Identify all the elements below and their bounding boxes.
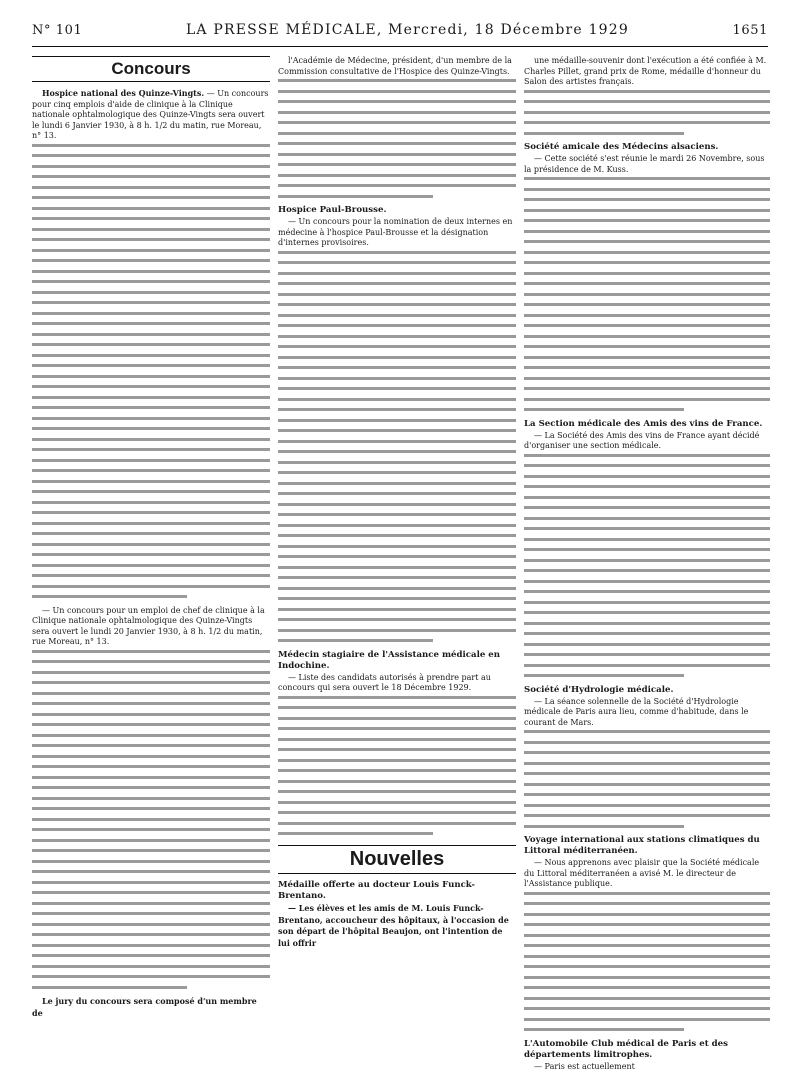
article-text: — La Société des Amis des vins de France ayant décidé d'organiser une section médicale.: [524, 430, 760, 450]
article-heading: Société d'Hydrologie médicale.: [524, 684, 674, 695]
article-paragraph: [278, 56, 516, 77]
article-paragraph: [524, 431, 770, 452]
text-lines: [32, 144, 270, 599]
text-lines: [32, 650, 270, 989]
article-text: — La séance solennelle de la Société d'Hydrologie médicale de Paris aura lieu, comme d'habitude, dans le courant de Mars.: [524, 696, 749, 727]
article-heading: Hospice national des Quinze-Vingts.: [42, 88, 205, 98]
article-text: — Un concours pour la nomination de deux internes en médecine à l'hospice Paul-Brousse et la désignation d'internes provisoires.: [278, 217, 513, 247]
page-number: 1651: [732, 23, 768, 38]
article-heading: La Section médicale des Amis des vins de France.: [524, 418, 763, 429]
article-paragraph: [524, 56, 770, 88]
text-lines: [278, 79, 516, 198]
article-text: — Nous apprenons avec plaisir que la Société médicale du Littoral méditerranéen a avisé M. le directeur de l'Assistance publique.: [524, 858, 760, 888]
article-text: — Cette société s'est réunie le mardi 26 Novembre, sous la présidence de M. Kuss.: [524, 154, 765, 174]
text-lines: [524, 177, 770, 411]
section-title: Nouvelles: [349, 848, 445, 870]
article-paragraph: [32, 996, 270, 1019]
article-heading: Hospice Paul-Brousse.: [278, 205, 387, 215]
article-paragraph: [524, 858, 770, 890]
article-text: — Un concours pour un emploi de chef de clinique à la Clinique nationale ophtalmologique des Quinze-Vingts sera ouvert le lundi 20 Janvier 1930, à 8 h. 1/2 du matin, rue Moreau, n° 13.: [32, 605, 265, 646]
page-header: [32, 22, 768, 47]
column-2: [278, 56, 516, 949]
column-3: [524, 56, 770, 1072]
issue-number: N° 101: [32, 23, 83, 38]
article-paragraph: [524, 1062, 770, 1073]
article-text: — Paris est actuellement: [534, 1061, 635, 1071]
text-lines: [524, 892, 770, 1032]
article-paragraph: [32, 606, 270, 648]
article-text: une médaille-souvenir dont l'exécution a été confiée à M. Charles Pillet, grand prix de Rome, médaille d'honneur du Salon des artistes français.: [524, 56, 767, 86]
article-heading: Médaille offerte au docteur Louis Funck-Brentano.: [278, 880, 475, 901]
article-paragraph: [278, 903, 516, 949]
column-1: [32, 56, 270, 1019]
article-text: — Les élèves et les amis de M. Louis Funck-Brentano, accoucheur des hôpitaux, à l'occasion de son départ de l'hôpital Beaujon, ont l'intention de lui offrir: [278, 903, 509, 948]
section-title-concours: [32, 56, 270, 82]
article-text: — Liste des candidats autorisés à prendre part au concours qui sera ouvert le 18 Décembre 1929.: [278, 672, 491, 692]
article-paragraph: [32, 88, 270, 142]
journal-title: LA PRESSE MÉDICALE, Mercredi, 18 Décembre 1929: [185, 22, 629, 38]
article-text: — Un concours pour cinq emplois d'aide de clinique à la Clinique nationale ophtalmologique des Quinze-Vingts sera ouvert le lundi 6 Janvier 1930, à 8 h. 1/2 du matin, rue Moreau, n° 13.: [32, 89, 269, 140]
article-paragraph: [278, 673, 516, 694]
section-title-nouvelles: [278, 845, 516, 874]
article-heading: Société amicale des Médecins alsaciens.: [524, 142, 719, 152]
article-paragraph: [524, 154, 770, 175]
article-heading: L'Automobile Club médical de Paris et des départements limitrophes.: [524, 1038, 728, 1060]
article-paragraph: [524, 697, 770, 729]
article-paragraph: [278, 217, 516, 249]
article-text: l'Académie de Médecine, président, d'un membre de la Commission consultative de l'Hospice des Quinze-Vingts.: [278, 56, 512, 76]
text-lines: [524, 90, 770, 135]
text-lines: [278, 251, 516, 643]
article-heading: Voyage international aux stations climatiques du Littoral méditerranéen.: [524, 835, 760, 856]
text-lines: [524, 730, 770, 828]
text-lines: [278, 696, 516, 836]
text-lines: [524, 454, 770, 678]
section-title: Concours: [111, 59, 191, 78]
article-text: Le jury du concours sera composé d'un membre de: [32, 996, 257, 1018]
article-heading: Médecin stagiaire de l'Assistance médicale en Indochine.: [278, 649, 501, 671]
